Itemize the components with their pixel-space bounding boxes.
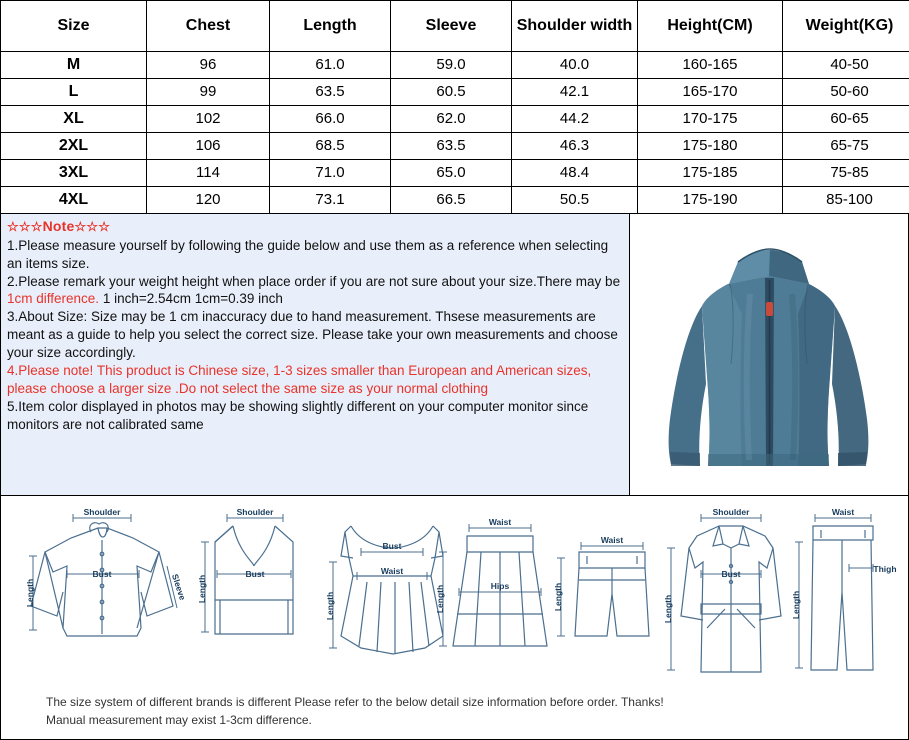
- cell-shoulder: 50.5: [512, 187, 638, 214]
- label-pants-waist: Waist: [832, 507, 855, 517]
- note-line-2-part-b: 1 inch=2.54cm 1cm=0.39 inch: [99, 291, 283, 306]
- cell-length: 66.0: [270, 106, 391, 133]
- cell-weight: 60-65: [783, 106, 909, 133]
- jacket-svg: [630, 214, 909, 496]
- cell-length: 71.0: [270, 160, 391, 187]
- label-dress-bust: Bust: [383, 541, 402, 551]
- cell-weight: 40-50: [783, 52, 909, 79]
- label-blouse-bust: Bust: [93, 569, 112, 579]
- product-photo: [630, 214, 909, 496]
- cell-shoulder: 42.1: [512, 79, 638, 106]
- cell-length: 63.5: [270, 79, 391, 106]
- cell-chest: 102: [147, 106, 270, 133]
- cell-sleeve: 66.5: [391, 187, 512, 214]
- cell-chest: 114: [147, 160, 270, 187]
- note-line-5: 5.Item color displayed in photos may be showing slightly different on your computer monitor since monitors are not calibrated same: [7, 398, 623, 434]
- note-line-2-highlight: 1cm difference.: [7, 291, 99, 306]
- cell-weight: 75-85: [783, 160, 909, 187]
- label-dress-waist: Waist: [381, 566, 404, 576]
- cell-chest: 120: [147, 187, 270, 214]
- table-row: [1, 52, 909, 79]
- measurement-diagram: [0, 496, 909, 740]
- figure-shorts: [575, 552, 649, 636]
- label-coat-length: Length: [663, 595, 673, 623]
- cell-shoulder: 46.3: [512, 133, 638, 160]
- cell-size: L: [1, 79, 147, 106]
- diagram-footer-line-2: Manual measurement may exist 1-3cm difference.: [46, 711, 664, 729]
- cell-height: 170-175: [638, 106, 783, 133]
- cell-weight: 85-100: [783, 187, 909, 214]
- cell-size: 2XL: [1, 133, 147, 160]
- cell-shoulder: 48.4: [512, 160, 638, 187]
- table-row: [1, 160, 909, 187]
- table-row: [1, 106, 909, 133]
- header-length: Length: [270, 1, 391, 52]
- cell-sleeve: 60.5: [391, 79, 512, 106]
- cell-height: 175-190: [638, 187, 783, 214]
- size-table-head: [1, 1, 909, 52]
- note-line-4: 4.Please note! This product is Chinese size, 1-3 sizes smaller than European and American sizes, please choose a larger size .Do not select the same size as your normal clothing: [7, 362, 623, 398]
- figure-coat: [681, 526, 781, 672]
- figure-skirt: [453, 536, 547, 646]
- note-stars-right: ☆☆☆: [75, 219, 111, 234]
- cell-shoulder: 44.2: [512, 106, 638, 133]
- cell-sleeve: 63.5: [391, 133, 512, 160]
- header-chest: Chest: [147, 1, 270, 52]
- cell-height: 175-185: [638, 160, 783, 187]
- label-shorts-length: Length: [553, 583, 563, 611]
- note-box: [0, 214, 630, 496]
- label-shorts-waist: Waist: [601, 535, 624, 545]
- label-dress-length: Length: [325, 592, 335, 620]
- header-sleeve: Sleeve: [391, 1, 512, 52]
- table-header-row: [1, 1, 909, 52]
- cell-chest: 106: [147, 133, 270, 160]
- note-and-photo-section: [0, 214, 909, 496]
- label-coat-shoulder: Shoulder: [713, 507, 751, 517]
- cell-length: 61.0: [270, 52, 391, 79]
- cell-height: 160-165: [638, 52, 783, 79]
- cell-length: 73.1: [270, 187, 391, 214]
- jacket-illustration: [630, 214, 909, 496]
- cell-weight: 50-60: [783, 79, 909, 106]
- label-skirt-waist: Waist: [489, 517, 512, 527]
- diagram-footer: [46, 693, 664, 729]
- note-title: [7, 217, 623, 236]
- cell-height: 165-170: [638, 79, 783, 106]
- size-table-body: [1, 52, 909, 214]
- note-line-2: [7, 273, 623, 309]
- header-shoulder-width: Shoulder width: [512, 1, 638, 52]
- cell-size: 3XL: [1, 160, 147, 187]
- label-blouse-sleeve: Sleeve: [170, 573, 188, 602]
- figure-camisole: [215, 526, 293, 634]
- cell-sleeve: 65.0: [391, 160, 512, 187]
- label-camisole-length: Length: [197, 575, 207, 603]
- cell-size: XL: [1, 106, 147, 133]
- table-row: [1, 187, 909, 214]
- note-line-2-part-a: 2.Please remark your weight height when place order if you are not sure about your size.There may be: [7, 274, 620, 289]
- note-line-3: 3.About Size: Size may be 1 cm inaccuracy due to hand measurement. Thsese measurements are meant as a guide to help you select the correct size. Please take your own measurements and choose your size accordingly.: [7, 308, 623, 362]
- label-skirt-hips: Hips: [491, 581, 510, 591]
- label-blouse-shoulder: Shoulder: [84, 507, 122, 517]
- header-weight: Weight(KG): [783, 1, 909, 52]
- figure-pants: [811, 526, 873, 670]
- size-table: [0, 0, 909, 214]
- cell-sleeve: 62.0: [391, 106, 512, 133]
- diagram-footer-line-1: The size system of different brands is different Please refer to the below detail size information before order. Thanks!: [46, 693, 664, 711]
- note-stars-left: ☆☆☆: [7, 219, 43, 234]
- table-row: [1, 133, 909, 160]
- figure-blouse: [31, 523, 173, 636]
- cell-length: 68.5: [270, 133, 391, 160]
- label-coat-bust: Bust: [722, 569, 741, 579]
- cell-shoulder: 40.0: [512, 52, 638, 79]
- cell-size: M: [1, 52, 147, 79]
- label-pants-length: Length: [791, 591, 801, 619]
- cell-size: 4XL: [1, 187, 147, 214]
- cell-sleeve: 59.0: [391, 52, 512, 79]
- cell-height: 175-180: [638, 133, 783, 160]
- cell-weight: 65-75: [783, 133, 909, 160]
- label-blouse-length: Length: [25, 579, 35, 607]
- table-row: [1, 79, 909, 106]
- label-camisole-shoulder: Shoulder: [237, 507, 275, 517]
- cell-chest: 99: [147, 79, 270, 106]
- header-size: Size: [1, 1, 147, 52]
- label-pants-thigh: Thigh: [873, 564, 896, 574]
- header-height: Height(CM): [638, 1, 783, 52]
- cell-chest: 96: [147, 52, 270, 79]
- note-line-1: 1.Please measure yourself by following the guide below and use them as a reference when selecting an items size.: [7, 237, 623, 273]
- label-camisole-bust: Bust: [246, 569, 265, 579]
- note-title-text: Note: [43, 218, 75, 234]
- label-skirt-length: Length: [435, 585, 445, 613]
